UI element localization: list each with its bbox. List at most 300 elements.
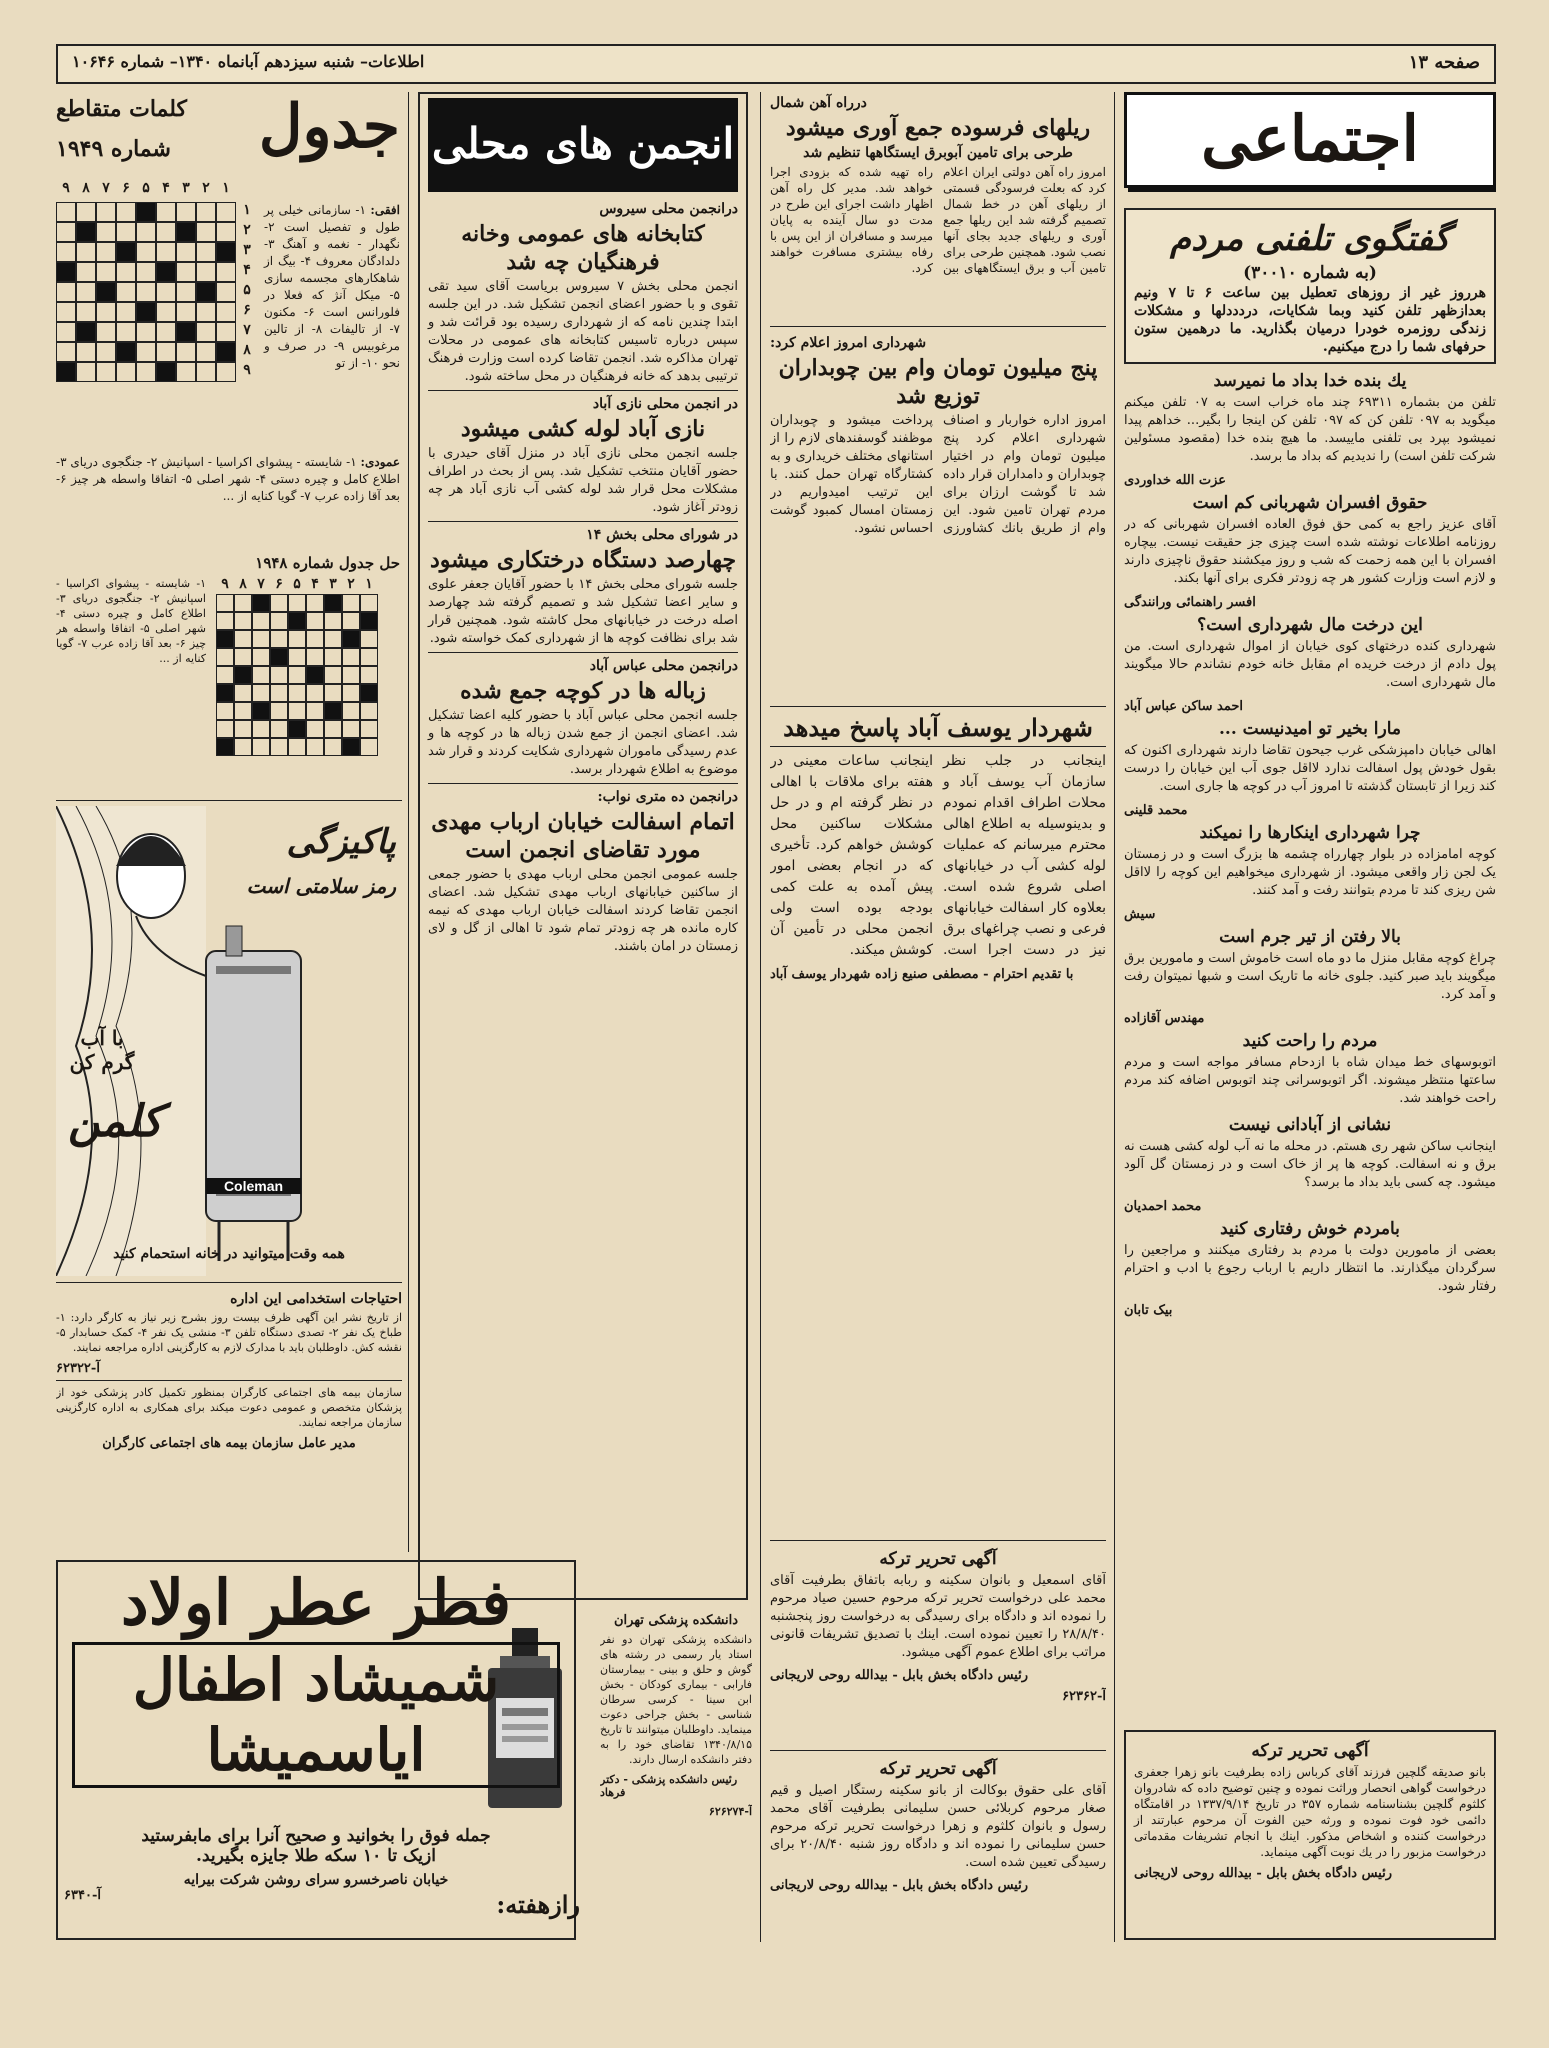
crossword-black-cell xyxy=(176,322,196,342)
down-clues: ۱- شایسته - پیشوای اکراسیا - اسپانیش ۲- جنگجوی دریای ۳- اطلاع کامل و چیره دستی ۴- شهر اصلی ۵- اتفاقا واسطه هر چیز ۶- بعد آقا زاده عرب ۷- گویا کنایه از ... xyxy=(56,455,400,503)
anjoman-title-1: کتابخانه های عمومی وخانه فرهنگیان چه شد xyxy=(461,221,705,275)
crossword-black-cell xyxy=(56,362,76,382)
crossword-cell xyxy=(196,222,216,242)
crossword-cell xyxy=(196,242,216,262)
crossword-cell xyxy=(270,594,288,612)
crossword-black-cell xyxy=(156,362,176,382)
crossword-cell xyxy=(136,222,156,242)
letter-body: اینجانب ساکن شهر ری هستم. در محله ما نه آب لوله کشی هست نه برق و نه اسفالت. کوچه ها پر از خاک است و در زمستان گل آلود میشود. چه کسی باید بداد ما برسد؟ xyxy=(1124,1139,1496,1190)
tarke1-title: آگهی تحریر ترکه xyxy=(879,1549,997,1569)
crossword-cell xyxy=(288,666,306,684)
crossword-black-cell xyxy=(252,594,270,612)
crossword-black-cell xyxy=(76,322,96,342)
crossword-cell xyxy=(196,362,216,382)
crossword-cell xyxy=(196,202,216,222)
letter-signature: محمد قلینی xyxy=(1124,803,1188,818)
crossword-column-number: ۲ xyxy=(202,180,210,196)
crossword-cell xyxy=(360,738,378,756)
crossword-column-number: ۷ xyxy=(102,180,110,196)
ad-headline-top: فطر عطر اولاد xyxy=(120,1566,512,1639)
crossword-column-number: ۴ xyxy=(162,180,170,196)
divider xyxy=(770,326,1106,327)
crossword-cell xyxy=(252,666,270,684)
daneshkadeh-code: آ-۶۲۶۲۷۴ xyxy=(708,1805,752,1818)
rail-subtitle: طرحی برای تامین آبوبرق ایستگاهها تنظیم شد xyxy=(803,145,1073,161)
crossword-cell xyxy=(136,342,156,362)
letter-title: نشانی از آبادانی نیست xyxy=(1228,1115,1392,1135)
crossword-column-number: ۲ xyxy=(347,576,355,592)
crossword-column-number: ۵ xyxy=(293,576,301,592)
crossword-cell xyxy=(234,648,252,666)
crossword-black-cell xyxy=(56,262,76,282)
crossword-cell xyxy=(252,612,270,630)
tarke1-body: آقای اسمعیل و بانوان سکینه و ربابه باتفاق بطرفیت آقای محمد علی درخواست تحریر ترکه مرحوم حسین صیاد مرحوم را نموده اند و دادگاه برای رسیدگی به درخواست روز پنجشنبه ۲۸/۸/۴۰ را تعیین نموده است. اینك با تصدیق تشریفات قانونی مراتب برای اطلاع عموم آگهی میشود. xyxy=(770,1573,1106,1660)
rail-kicker: درراه آهن شمال xyxy=(770,95,867,111)
crossword-cell xyxy=(136,242,156,262)
crossword-cell xyxy=(234,612,252,630)
crossword-cell xyxy=(324,630,342,648)
anjoman-body-4: جلسه انجمن محلی عباس آباد با حضور کلیه اعضا تشکیل شد. اعضای انجمن از جمع شدن زباله ها در کوچه ها و عدم رسیدگی ماموران شهرداری شکایت کردند و قرار شد موضوع به اطلاع شهردار برسد. xyxy=(428,708,738,777)
letter-item xyxy=(1124,492,1496,612)
crossword-cell xyxy=(306,720,324,738)
crossword-black-cell xyxy=(136,202,156,222)
notice-body: بانو صدیقه گلچین فرزند آقای کرباس زاده بطرفیت بانو زهرا جعفری درخواست گواهی انحصار وراثت نموده و چنین توضیح داده که شادروان کلثوم گلچین بشناسنامه شماره ۳۵۷ در تاریخ ۱۳۳۷/۹/۱۴ در اقامتگاه دائمی خود فوت نموده و ورثه حین الفوت آن مرحوم عبارتند از درخواست کننده و اشخاص مذکور. اینك با انجام تشریفات مقدماتی درخواست مزبور را در یك نوبت آگهی مینماید. xyxy=(1134,1765,1486,1859)
crossword-cell xyxy=(288,702,306,720)
employment-title: احتیاجات استخدامی این اداره xyxy=(230,1291,402,1307)
crossword-black-cell xyxy=(96,282,116,302)
yusefabad-title: شهردار یوسف آباد پاسخ میدهد xyxy=(783,713,1093,742)
crossword-black-cell xyxy=(342,630,360,648)
page-number: صفحه ۱۳ xyxy=(1408,52,1480,73)
letter-signature: سیش xyxy=(1124,907,1156,922)
crossword-cell xyxy=(176,362,196,382)
crossword-cell xyxy=(216,720,234,738)
crossword-cell xyxy=(234,594,252,612)
solution-clue-text xyxy=(56,576,206,666)
crossword-cell xyxy=(176,302,196,322)
crossword-cell xyxy=(196,342,216,362)
crossword-clues-across xyxy=(264,202,400,372)
down-label: عمودی: xyxy=(360,455,400,469)
anjoman-kicker-4: درانجمن محلی عباس آباد xyxy=(589,658,738,674)
letter-title: بامردم خوش رفتاری کنید xyxy=(1220,1219,1400,1239)
letter-item xyxy=(1124,822,1496,924)
column-divider xyxy=(1114,92,1115,1942)
crossword-cell xyxy=(216,702,234,720)
crossword-cell xyxy=(252,738,270,756)
crossword-cell xyxy=(116,282,136,302)
letter-item xyxy=(1124,1030,1496,1108)
ad-headline: شمیشاد اطفال ایاسمیشا xyxy=(72,1642,560,1788)
yusefabad-article xyxy=(770,712,1106,1532)
masthead-date: اطلاعات– شنبه سیزدهم آبانماه ۱۳۴۰– شماره ۱۰۶۴۶ xyxy=(72,52,425,71)
anjoman-title-2: نازی آباد لوله کشی میشود xyxy=(460,416,706,442)
crossword-black-cell xyxy=(306,666,324,684)
across-label: افقی: xyxy=(370,203,400,217)
employment-notice xyxy=(56,1288,402,1528)
crossword-cell xyxy=(196,322,216,342)
tarke2-signature: رئیس دادگاه بخش بابل - بیدالله روحی لاریجانی xyxy=(770,1878,1029,1893)
crossword-cell xyxy=(156,342,176,362)
crossword-cell xyxy=(270,612,288,630)
crossword-black-cell xyxy=(216,738,234,756)
crossword-cell xyxy=(96,362,116,382)
crossword-cell xyxy=(306,702,324,720)
tarke-notice-1 xyxy=(770,1546,1106,1746)
notice-signature: رئیس دادگاه بخش بابل - بیدالله روحی لاریجانی xyxy=(1134,1866,1393,1881)
anjoman-body-5: جلسه عمومی انجمن محلی ارباب مهدی با حضور جمعی از ساکنین خیابانهای ارباب مهدی تشکیل شد. اعضای انجمن تقاضا کردند اسفالت خیابان ارباب مهدی که نیمه کاره مانده هر چه زودتر تمام شود تا اهالی از گل و لای زمستان در امان باشند. xyxy=(428,867,738,954)
masthead-bar xyxy=(56,44,1496,84)
crossword-column-number: ۵ xyxy=(142,180,150,196)
crossword-black-cell xyxy=(288,612,306,630)
crossword-cell xyxy=(288,594,306,612)
crossword-column-numbers xyxy=(56,180,236,202)
crossword-cell xyxy=(96,322,116,342)
crossword-black-cell xyxy=(156,262,176,282)
crossword-cell xyxy=(216,648,234,666)
coleman-tagline: همه وقت میتوانید در خانه استحمام کنید xyxy=(113,1246,345,1262)
crossword-cell xyxy=(216,594,234,612)
ad-question: جمله فوق را بخوانید و صحیح آنرا برای مابفرستید xyxy=(141,1826,491,1846)
anjoman-body-3: جلسه شورای محلی بخش ۱۴ با حضور آقایان جعفر علوی و سایر اعضا تشکیل شد و تصمیم گرفته شد چهارصد اصله درخت در خیابانهای محل کاشته شود. همچنین قرار شد برای نظافت کوچه ها از شهرداری کمک خواسته شود. xyxy=(428,577,738,646)
crossword-column-number: ۶ xyxy=(275,576,283,592)
coleman-headline: پاکیزگی xyxy=(286,822,396,862)
letter-item xyxy=(1124,718,1496,820)
crossword-cell xyxy=(360,594,378,612)
ejtemaei-notice xyxy=(1124,1730,1496,1940)
crossword-cell xyxy=(216,222,236,242)
letter-body: شهرداری کنده درختهای کوی خیابان از اموال شهرداری است. من پول دادم از درخت خریده ام مقابل خانه خودم نشاندم حالا میگویند مال شهرداری است. xyxy=(1124,639,1496,690)
crossword-black-cell xyxy=(360,612,378,630)
crossword-number: شماره ۱۹۴۹ xyxy=(56,136,171,162)
notice-title: آگهی تحریر ترکه xyxy=(1251,1741,1369,1761)
yusefabad-body: اینجانب در جلب نظر سازمان آب یوسف آباد و محلات اطراف اقدام نمودم و بدینوسیله به اطلاع اهالی محترم میرسانم که عملیات لوله کشی آب در خیابانهای اصلی شروع شده است. بعلاوه کار اسفالت خیابانهای فرعی و نصب چراغهای برق نیز در دست اجرا است. اینجانب ساعات معینی در هفته برای ملاقات با اهالی در نظر گرفته ام و در حل مشکلات ساکنین محل کوشش خواهم کرد. تأخیری که در انجام بعضی امور پیش آمده به علت کمی بودجه بوده است ولی انجمن محلی در تأمین آن کوشش میکند. xyxy=(770,753,1106,958)
crossword-cell xyxy=(136,322,156,342)
crossword-cell xyxy=(342,684,360,702)
crossword-cell xyxy=(342,720,360,738)
letter-signature: مهندس آقازاده xyxy=(1124,1011,1205,1026)
solution-title: حل جدول شماره ۱۹۴۸ xyxy=(255,554,400,572)
crossword-row-numbers xyxy=(238,202,256,382)
phone-box xyxy=(1124,208,1496,364)
divider xyxy=(770,706,1106,707)
crossword-cell xyxy=(252,720,270,738)
letter-title: این درخت مال شهرداری است؟ xyxy=(1197,615,1423,635)
crossword-cell xyxy=(234,684,252,702)
crossword-cell xyxy=(234,720,252,738)
crossword-cell xyxy=(288,630,306,648)
letter-body: چراغ کوچه مقابل منزل ما دو ماه است خاموش است و مامورین برق میگویند باید صبر کنید. جلوی خانه ما تاریک است و شبها نمیتوان رفت و آمد کرد. xyxy=(1124,951,1496,1002)
solution-clues: ۱- شایسته - پیشوای اکراسیا - اسپانیش ۲- جنگجوی دریای ۳- اطلاع کامل و چیره دستی ۴- شهر اصلی ۵- اتفاقا واسطه هر چیز ۶- بعد آقا زاده عرب ۷- گویا کنایه از ... xyxy=(56,577,207,665)
daneshkadeh-body: دانشکده پزشکی تهران دو نفر استاد یار رسمی در رشته های گوش و حلق و بینی - بیمارستان فارابی - بیماری کودکان - بخش ابن سینا - کرسی سرطان شناسی - بخش جراحی دعوت مینماید. داوطلبان میتوانند تا تاریخ ۱۳۴۰/۸/۱۵ تقاضای خود را به دفتر دانشکده ارسال دارند. xyxy=(600,1633,752,1766)
crossword-cell xyxy=(76,262,96,282)
daneshkadeh-notice xyxy=(600,1610,752,1940)
crossword-cell xyxy=(306,684,324,702)
crossword-row-number: ۴ xyxy=(243,262,251,278)
crossword-black-cell xyxy=(270,648,288,666)
phone-box-title: گفتگوی تلفنی مردم xyxy=(1170,219,1450,259)
crossword-cell xyxy=(360,720,378,738)
column-divider xyxy=(760,92,761,1942)
employment-code: آ-۶۲۳۲۲ xyxy=(56,1361,100,1376)
anjoman-logo: انجمن های محلی xyxy=(428,98,738,192)
crossword-cell xyxy=(216,612,234,630)
loan-body: امروز اداره خواربار و اصناف شهرداری اعلام کرد پنج میلیون تومان وام در اختیار چوبداران و دامداران قرار داده شد تا گوشت ارزان برای مردم تهران تامین شود. این وام از طریق بانك کشاورزی پرداخت میشود و چوبداران موظفند گوسفندهای لازم را از استانهای مختلف خریداری و به کشتارگاه تهران حمل کنند. با این ترتیب امیدواریم در زمستان امسال کمبود گوشت احساس نشود. xyxy=(770,413,1106,536)
crossword-cell xyxy=(288,648,306,666)
crossword-black-cell xyxy=(360,684,378,702)
crossword-cell xyxy=(342,612,360,630)
anjoman-kicker-2: در انجمن محلی نازی آباد xyxy=(592,396,738,412)
crossword-cell xyxy=(234,738,252,756)
crossword-cell xyxy=(252,684,270,702)
crossword-black-cell xyxy=(324,702,342,720)
anjoman-title-4: زباله ها در کوچه جمع شده xyxy=(460,678,706,704)
crossword-cell xyxy=(156,322,176,342)
ad-address: خیابان ناصرخسرو سرای روشن شرکت بیرایه xyxy=(183,1872,449,1888)
letter-signature: محمد احمدیان xyxy=(1124,1199,1202,1214)
crossword-row-number: ۶ xyxy=(243,302,251,318)
divider xyxy=(770,1540,1106,1541)
letter-signature: عزت الله خداوردی xyxy=(1124,473,1227,488)
employment-body: از تاریخ نشر این آگهی ظرف بیست روز بشرح زیر نیاز به کارگر دارد: ۱- طباخ یک نفر ۲- تصدی دستگاه تلفن ۳- منشی یک نفر ۴- کمک حسابدار ۵- نقشه کش. داوطلبان باید با مدارک لازم به کارگزینی اداره مراجعه نمایند. xyxy=(56,1311,402,1354)
crossword-black-cell xyxy=(216,242,236,262)
crossword-black-cell xyxy=(116,342,136,362)
crossword-cell xyxy=(252,648,270,666)
letter-body: تلفن من بشماره ۶۹۳۱۱ چند ماه خراب است به ۰۷ تلفن میکنم میگوید به ۰۹۷ تلفن کن که ۰۹۷ تلفن کن اینجا را بگیر... خداهم پیدا نمیشود بپرد بی تلفنی ماییسد. ما هیچ بنده خدا (مقصود مسئولین شرکت تلفن است) را ندیدیم که بداد ما برسد. xyxy=(1124,395,1496,464)
rail-article xyxy=(770,92,1106,322)
crossword-cell xyxy=(76,202,96,222)
crossword-cell xyxy=(342,648,360,666)
rail-body: امروز راه آهن دولتی ایران اعلام کرد که بعلت فرسودگی قسمتی از ریلهای آهن در خط شمال تصمیم گرفته شد این ریلها جمع آوری و ریلهای جدید بجای آنها نصب شود. همچنین طرحی برای تامین آب و برق ایستگاههای بین راه تهیه شده که بزودی اجرا خواهد شد. مدیر کل راه آهن اظهار داشت اجرای این طرح در مدت دو سال آینده به پایان میرسد و مسافران از این پس با رفاه بیشتری مسافرت خواهند کرد. xyxy=(770,165,1106,275)
anjoman-body-1: انجمن محلی بخش ۷ سیروس بریاست آقای سید تقی تقوی و با حضور اعضای انجمن تشکیل شد. در این جلسه ابتدا چندین نامه که از شهرداری رسیده بود قرائت شد و سپس درباره تاسیس کتابخانه های عمومی در محلات تهران مذاکره شد. انجمن تقاضا کرده است وزارت فرهنگ ترتیبی بدهد که خانه فرهنگیان در محل ساخته شود. xyxy=(428,279,738,384)
letter-title: مارا بخیر تو امیدنیست ... xyxy=(1219,719,1401,739)
divider xyxy=(770,1750,1106,1751)
crossword-cell xyxy=(116,202,136,222)
letter-item xyxy=(1124,370,1496,490)
crossword-black-cell xyxy=(288,720,306,738)
crossword-row-number: ۹ xyxy=(243,362,251,378)
ejtemaei-items xyxy=(1124,370,1496,1320)
crossword-grid xyxy=(56,202,236,382)
daneshkadeh-title: دانشکده پزشکی تهران xyxy=(613,1613,739,1628)
letter-title: یك بنده خدا بداد ما نمیرسد xyxy=(1213,371,1407,391)
crossword-black-cell xyxy=(116,242,136,262)
crossword-cell xyxy=(196,262,216,282)
ejtemaei-section xyxy=(1124,92,1496,1922)
letter-body: اهالی خیابان دامپزشکی غرب جیحون تقاضا دارند شهرداری اکنون که بقول خودش پول اسفالت ندارد لااقل جوی آب این خیابان را درست کند زیرا از تابستان گذشته تا امروز آب در کوچه ها جاری است. xyxy=(1124,743,1496,794)
crossword-cell xyxy=(324,738,342,756)
crossword-cell xyxy=(216,202,236,222)
letter-body: آقای عزیز راجع به کمی حق فوق العاده افسران شهربانی که در روزنامه اطلاعات نوشته شده است چیزی جز حقیقت نیست. بیچاره افسران با این همه زحمت که شب و روز میکشند حقوق ناچیزی دارند و لازم است وزارت کشور هر چه زودتر فکری برای آنها بکند. xyxy=(1124,517,1496,586)
crossword-black-cell xyxy=(216,630,234,648)
crossword-black-cell xyxy=(136,302,156,322)
crossword-cell xyxy=(234,630,252,648)
crossword-cell xyxy=(56,282,76,302)
letter-signature: افسر راهنمائی ورانندگی xyxy=(1124,595,1256,610)
crossword-cell xyxy=(216,362,236,382)
crossword-column-number: ۹ xyxy=(221,576,229,592)
crossword-cell xyxy=(76,342,96,362)
crossword-cell xyxy=(234,702,252,720)
crossword-row-number: ۲ xyxy=(243,222,251,238)
crossword-cell xyxy=(360,630,378,648)
letter-item xyxy=(1124,926,1496,1028)
crossword-cell xyxy=(176,282,196,302)
daneshkadeh-signature: رئیس دانشکده پزشکی - دکتر فرهاد xyxy=(600,1773,738,1799)
crossword-cell xyxy=(342,702,360,720)
letter-item xyxy=(1124,614,1496,716)
anjoman-title-5: اتمام اسفالت خیابان ارباب مهدی مورد تقاضای انجمن است xyxy=(431,809,735,863)
crossword-cell xyxy=(360,702,378,720)
crossword-black-cell xyxy=(216,684,234,702)
crossword-black-cell xyxy=(234,666,252,684)
letter-title: بالا رفتن از تیر جرم است xyxy=(1219,927,1401,947)
crossword-cell xyxy=(96,242,116,262)
tarke-notice-2 xyxy=(770,1756,1106,1946)
crossword-cell xyxy=(270,738,288,756)
loan-title: پنج میلیون تومان وام بین چوبداران توزیع شد xyxy=(778,355,1098,409)
crossword-black-cell xyxy=(196,282,216,302)
column-divider xyxy=(408,92,409,1552)
crossword-cell xyxy=(116,222,136,242)
anjoman-kicker-3: در شورای محلی بخش ۱۴ xyxy=(586,527,738,543)
crossword-cell xyxy=(288,684,306,702)
crossword-row-number: ۷ xyxy=(243,322,251,338)
crossword-cell xyxy=(216,302,236,322)
crossword-column-number: ۳ xyxy=(329,576,337,592)
cosmetic-ad xyxy=(56,1560,576,1940)
crossword-cell xyxy=(176,342,196,362)
crossword-cell xyxy=(306,738,324,756)
coleman-ad xyxy=(56,806,402,1276)
crossword-column-number: ۴ xyxy=(311,576,319,592)
crossword-cell xyxy=(270,666,288,684)
crossword-cell xyxy=(216,322,236,342)
coleman-subline: رمز سلامتی است xyxy=(246,874,396,898)
crossword-row-number: ۵ xyxy=(243,282,251,298)
anjoman-section xyxy=(418,92,748,1600)
tarke2-body: آقای علی حقوق بوکالت از بانو سکینه رستگار اصیل و قیم صغار مرحوم کربلائی حسن سلیمانی بطرفیت آقای محمد رسول و بانوان کلثوم و زهرا درخواست تحریر ترکه مرحوم حسن سلیمانی را نموده اند و دادگاه روز شنبه ۲۰/۸/۴۰ برای رسیدگی تعیین شده است. xyxy=(770,1783,1106,1870)
crossword-cell xyxy=(360,648,378,666)
crossword-cell xyxy=(306,612,324,630)
crossword-cell xyxy=(136,262,156,282)
ad-code: آ-۶۳۴۰ xyxy=(64,1888,101,1903)
raz-hafte: رازهفته: xyxy=(496,1890,580,1919)
crossword-cell xyxy=(96,202,116,222)
crossword-cell xyxy=(76,242,96,262)
crossword-cell xyxy=(324,720,342,738)
crossword-column-number: ۸ xyxy=(239,576,247,592)
crossword-cell xyxy=(306,594,324,612)
crossword-cell xyxy=(56,322,76,342)
crossword-column-number: ۳ xyxy=(182,180,190,196)
crossword-cell xyxy=(306,630,324,648)
crossword-cell xyxy=(156,282,176,302)
crossword-cell xyxy=(56,222,76,242)
letter-item xyxy=(1124,1218,1496,1320)
phone-intro: هرروز غیر از روزهای تعطیل بین ساعت ۶ تا ۷ ونیم بعدازظهر تلفن کنید وبما شکایات، دردددلها و مشکلات زندگی روزمره خودرا درمیان بگذارید. ما درهمین ستون حرفهای شما را درج میکنیم. xyxy=(1134,285,1486,355)
crossword-section xyxy=(56,92,400,792)
solution-grid xyxy=(216,594,378,756)
crossword-cell xyxy=(270,684,288,702)
crossword-black-cell xyxy=(342,738,360,756)
crossword-cell xyxy=(252,630,270,648)
letter-title: مردم را راحت کنید xyxy=(1242,1031,1378,1051)
tarke2-title: آگهی تحریر ترکه xyxy=(879,1759,997,1779)
crossword-column-number: ۶ xyxy=(122,180,130,196)
crossword-column-number: ۷ xyxy=(257,576,265,592)
crossword-cell xyxy=(96,302,116,322)
crossword-cell xyxy=(116,302,136,322)
crossword-black-cell xyxy=(252,702,270,720)
crossword-cell xyxy=(76,282,96,302)
crossword-row-number: ۸ xyxy=(243,342,251,358)
crossword-cell xyxy=(156,302,176,322)
anjoman-body-2: جلسه انجمن محلی نازی آباد در منزل آقای حیدری با حضور آقایان منتخب تشکیل شد. پس از بحث در اطراف مشکلات محل قرار شد لوله کشی آب نازی آباد هر چه زودتر آغاز شود. xyxy=(428,446,738,515)
crossword-row-number: ۳ xyxy=(243,242,251,258)
crossword-black-cell xyxy=(176,222,196,242)
crossword-column-number: ۹ xyxy=(62,180,70,196)
crossword-cell xyxy=(324,666,342,684)
anjoman-kicker-5: درانجمن ده متری نواب: xyxy=(597,789,738,805)
crossword-cell xyxy=(216,262,236,282)
crossword-cell xyxy=(288,738,306,756)
crossword-column-number: ۸ xyxy=(82,180,90,196)
crossword-cell xyxy=(270,702,288,720)
ad-prize: ازیک تا ۱۰ سکه طلا جایزه بگیرید. xyxy=(196,1846,436,1866)
crossword-cell xyxy=(324,612,342,630)
crossword-cell xyxy=(136,362,156,382)
crossword-cell xyxy=(216,666,234,684)
crossword-cell xyxy=(270,630,288,648)
letter-signature: بیک تابان xyxy=(1124,1303,1173,1318)
crossword-column-number: ۱ xyxy=(365,576,373,592)
divider xyxy=(56,1282,402,1283)
crossword-cell xyxy=(56,342,76,362)
crossword-cell xyxy=(360,666,378,684)
anjoman-kicker-1: درانجمن محلی سیروس xyxy=(599,201,738,217)
ejtemaei-logo: اجتماعی xyxy=(1124,92,1496,188)
insurance-body: سازمان بیمه های اجتماعی کارگران بمنظور تکمیل کادر پزشکی خود از پزشکان متخصص و عمومی دعوت میکند برای همکاری به اداره کارگزینی سازمان مراجعه نمایند. xyxy=(56,1386,402,1429)
crossword-cell xyxy=(56,202,76,222)
coleman-slogan: با آب گرم کن xyxy=(69,1026,135,1074)
rail-title: ریلهای فرسوده جمع آوری میشود xyxy=(785,115,1091,141)
anjoman-title-3: چهارصد دستگاه درختکاری میشود xyxy=(429,547,737,573)
crossword-cell xyxy=(324,648,342,666)
crossword-cell xyxy=(216,282,236,302)
crossword-cell xyxy=(156,202,176,222)
crossword-black-cell xyxy=(76,222,96,242)
crossword-cell xyxy=(196,302,216,322)
crossword-cell xyxy=(116,322,136,342)
yusefabad-signature: با تقدیم احترام - مصطفی صنیع زاده شهردار یوسف آباد xyxy=(770,967,1074,982)
tarke1-signature: رئیس دادگاه بخش بابل - بیدالله روحی لاریجانی xyxy=(770,1668,1029,1683)
crossword-cell xyxy=(116,262,136,282)
crossword-cell xyxy=(176,242,196,262)
crossword-subtitle: کلمات متقاطع xyxy=(56,96,188,122)
letter-body: کوچه امامزاده در بلوار چهارراه چشمه ها بزرگ است و در زمستان یک لجن زار واقعی میشود. از شهرداری میخواهیم این کوچه را لااقل شن ریزی کند تا مردم بتوانند رفت و آمد کنند. xyxy=(1124,847,1496,898)
crossword-cell xyxy=(176,262,196,282)
crossword-cell xyxy=(342,666,360,684)
crossword-cell xyxy=(136,282,156,302)
crossword-cell xyxy=(306,648,324,666)
tarke1-code: آ-۶۲۳۶۲ xyxy=(1062,1689,1106,1704)
insurance-signature: مدیر عامل سازمان بیمه های اجتماعی کارگران xyxy=(102,1436,356,1451)
across-clues: ۱- سازمانی خیلی پر طول و تفصیل است ۲- نگهدار - نغمه و آهنگ ۳- دلدادگان معروف ۴- بیگ از شاهکارهای مجسمه سازی ۵- میکل آنژ که فعلا در فلورانس است ۶- مکنون ۷- از تالیفات ۸- از تالین مرغوبیس ۹- در صرف و نحو ۱۰- از تو xyxy=(264,203,400,370)
crossword-cell xyxy=(76,302,96,322)
crossword-cell xyxy=(156,222,176,242)
crossword-cell xyxy=(270,720,288,738)
